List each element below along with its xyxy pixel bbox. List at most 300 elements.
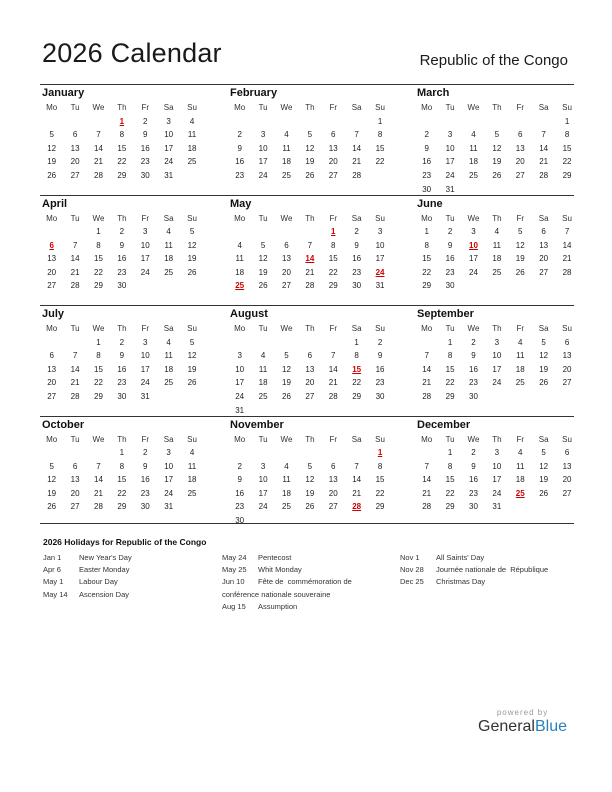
weekday-label: Su [375, 103, 385, 112]
day-cell: 22 [94, 378, 103, 388]
month-august [228, 306, 392, 417]
day-cell: 31 [164, 502, 174, 512]
day-cell: 26 [47, 170, 57, 180]
day-cell: 18 [235, 267, 245, 277]
day-cell: 13 [47, 364, 57, 374]
weekday-label: Fr [516, 434, 525, 444]
week-row [40, 500, 204, 514]
day-cell: 19 [492, 157, 502, 167]
day-cell: 13 [515, 143, 525, 153]
day-cell: 31 [375, 281, 385, 291]
day-cell: 19 [539, 475, 549, 485]
day-cell: 21 [94, 488, 103, 498]
day-cell: 27 [282, 281, 291, 291]
day-cell: 5 [49, 130, 54, 140]
day-cell: 7 [72, 351, 78, 361]
day-cell: 4 [284, 130, 289, 140]
day-cell: 25 [164, 378, 174, 388]
day-cell: 28 [562, 267, 572, 277]
day-cell: 12 [305, 475, 315, 485]
day-cell: 15 [445, 364, 455, 374]
empty-day-cell [40, 225, 63, 239]
day-cell: 6 [564, 337, 570, 347]
day-cell: 10 [375, 240, 385, 250]
weekday-label: Th [492, 324, 502, 333]
weekday-label: Sa [538, 103, 549, 112]
day-cell: 3 [494, 448, 500, 458]
weekday-label: Mo [46, 103, 58, 112]
day-cell: 5 [307, 461, 313, 471]
week-row [40, 225, 204, 239]
month-name: July [42, 308, 65, 320]
day-cell: 24 [140, 378, 150, 388]
weekday-header [228, 101, 392, 115]
day-cell: 25 [282, 170, 291, 180]
day-cell: 25 [164, 267, 174, 277]
weekday-label: Su [187, 213, 197, 223]
holiday-date: Jan 1 [43, 553, 62, 562]
weekday-label: Fr [141, 103, 150, 112]
holiday-name: New Year's Day [79, 553, 132, 562]
week-row [228, 336, 392, 350]
day-cell: 23 [117, 267, 127, 277]
day-cell: 20 [562, 475, 572, 485]
day-cell: 2 [354, 227, 359, 237]
day-cell: 27 [562, 488, 572, 498]
week-row [228, 225, 392, 239]
weekday-label: Mo [421, 213, 433, 223]
empty-day-cell [251, 336, 274, 350]
day-cell: 19 [47, 488, 57, 498]
empty-day-cell [462, 115, 485, 129]
weekday-label: Fr [141, 324, 150, 333]
holiday-date: Nov 28 [400, 565, 424, 575]
day-cell: 4 [189, 116, 195, 126]
day-cell: 15 [445, 475, 455, 485]
holiday-item [222, 552, 352, 564]
month-may [228, 196, 392, 294]
weekday-label: Th [492, 103, 502, 112]
day-cell: 19 [47, 157, 57, 167]
day-cell: 23 [235, 502, 245, 512]
day-cell: 9 [354, 240, 359, 250]
empty-day-cell [251, 115, 274, 129]
holiday-name: conférence nationale souveraine [222, 589, 331, 599]
day-cell: 12 [305, 143, 315, 153]
weekday-label: Su [375, 434, 385, 444]
week-row [40, 142, 204, 156]
weekday-label: Mo [421, 324, 433, 333]
empty-day-cell [228, 336, 251, 350]
empty-day-cell [63, 115, 86, 129]
month-name: April [42, 197, 68, 210]
day-cell: 13 [70, 475, 80, 485]
day-cell: 25 [187, 157, 197, 167]
day-cell: 28 [70, 281, 80, 291]
day-cell: 19 [515, 254, 525, 264]
day-cell: 24 [258, 502, 268, 512]
week-row [40, 446, 204, 460]
week-row [228, 155, 392, 169]
week-row [415, 279, 579, 293]
holiday-day: 1 [377, 448, 383, 458]
day-cell: 16 [117, 364, 127, 374]
weekday-label: Tu [258, 213, 268, 223]
week-row [228, 169, 392, 183]
day-cell: 3 [166, 448, 171, 458]
day-cell: 8 [424, 240, 429, 250]
day-cell: 23 [140, 488, 150, 498]
empty-day-cell [228, 225, 251, 239]
holiday-day: 25 [515, 488, 525, 498]
weekday-label: Th [305, 103, 315, 112]
empty-day-cell [345, 514, 368, 528]
weekday-label: Tu [70, 103, 80, 112]
holiday-item [400, 552, 548, 564]
day-cell: 1 [424, 227, 429, 237]
day-cell: 1 [96, 227, 101, 237]
month-october [40, 417, 204, 515]
day-cell: 10 [492, 351, 502, 361]
day-cell: 21 [305, 267, 315, 277]
weekday-label: Mo [46, 324, 58, 333]
day-cell: 29 [562, 170, 572, 180]
weekday-label: Su [562, 213, 572, 223]
day-cell: 19 [305, 157, 315, 167]
weekday-header [415, 433, 579, 447]
day-cell: 21 [562, 254, 572, 264]
day-cell: 14 [352, 143, 362, 153]
day-cell: 16 [140, 143, 150, 153]
week-row [415, 487, 579, 501]
day-cell: 23 [375, 378, 385, 388]
day-cell: 3 [377, 227, 383, 237]
empty-day-cell [415, 446, 438, 460]
day-cell: 20 [562, 364, 572, 374]
empty-day-cell [87, 446, 110, 460]
day-cell: 16 [117, 254, 127, 264]
month-november [228, 417, 392, 528]
country-name: Republic of the Congo [419, 52, 568, 69]
day-cell: 6 [49, 351, 54, 361]
day-cell: 12 [515, 240, 525, 250]
day-cell: 2 [119, 337, 125, 347]
week-row [415, 115, 579, 129]
week-row [40, 239, 204, 253]
day-cell: 3 [471, 227, 476, 237]
empty-day-cell [415, 336, 438, 350]
day-cell: 16 [375, 364, 385, 374]
day-cell: 17 [140, 254, 150, 264]
month-name: February [230, 87, 278, 99]
weekday-label: Tu [445, 324, 455, 333]
empty-day-cell [532, 500, 555, 514]
empty-day-cell [228, 446, 251, 460]
empty-day-cell [462, 279, 485, 293]
month-february [228, 85, 392, 183]
day-cell: 15 [562, 143, 572, 153]
day-cell: 20 [282, 267, 291, 277]
day-cell: 15 [94, 254, 103, 264]
day-cell: 23 [422, 170, 432, 180]
week-row [228, 239, 392, 253]
empty-day-cell [485, 390, 508, 404]
day-cell: 25 [469, 170, 478, 180]
day-cell: 11 [187, 130, 197, 140]
day-cell: 19 [258, 267, 268, 277]
weekday-label: Th [117, 103, 127, 112]
day-cell: 28 [422, 391, 432, 401]
empty-day-cell [63, 225, 86, 239]
day-cell: 11 [282, 143, 291, 153]
day-cell: 27 [47, 391, 57, 401]
day-cell: 17 [492, 475, 502, 485]
day-cell: 4 [237, 240, 242, 250]
empty-day-cell [134, 279, 157, 293]
empty-day-cell [485, 279, 508, 293]
week-row [40, 115, 204, 129]
day-cell: 14 [70, 364, 80, 374]
day-cell: 7 [72, 240, 78, 250]
day-cell: 9 [119, 351, 125, 361]
day-cell: 20 [539, 254, 549, 264]
day-cell: 23 [469, 378, 478, 388]
day-cell: 7 [354, 130, 359, 140]
day-cell: 2 [447, 227, 453, 237]
day-cell: 30 [140, 502, 150, 512]
weekday-label: Fr [516, 324, 525, 333]
day-cell: 5 [541, 448, 546, 458]
week-row [415, 473, 579, 487]
day-cell: 3 [143, 227, 148, 237]
empty-day-cell [180, 169, 203, 183]
day-cell: 1 [447, 448, 453, 458]
day-cell: 8 [447, 461, 453, 471]
day-cell: 21 [352, 488, 362, 498]
week-row [415, 169, 579, 183]
day-cell: 9 [447, 240, 453, 250]
weekday-label: Fr [516, 213, 525, 223]
week-row [40, 487, 204, 501]
day-cell: 15 [117, 143, 127, 153]
day-cell: 5 [541, 337, 546, 347]
weekday-label: We [92, 324, 105, 333]
calendar-row [40, 84, 574, 195]
empty-day-cell [275, 336, 298, 350]
day-cell: 4 [518, 337, 523, 347]
holiday-date: Nov 1 [400, 553, 420, 562]
empty-day-cell [275, 225, 298, 239]
week-row [228, 266, 392, 280]
day-cell: 10 [140, 240, 150, 250]
brand-name-blue: Blue [534, 718, 567, 735]
day-cell: 16 [422, 157, 432, 167]
month-september [415, 306, 579, 404]
day-cell: 12 [187, 351, 197, 361]
day-cell: 17 [469, 254, 478, 264]
week-row [40, 363, 204, 377]
week-row [40, 336, 204, 350]
weekday-label: Mo [234, 434, 246, 444]
day-cell: 12 [539, 351, 549, 361]
day-cell: 26 [305, 170, 315, 180]
empty-day-cell [322, 514, 345, 528]
day-cell: 28 [305, 281, 315, 291]
empty-day-cell [485, 115, 508, 129]
day-cell: 9 [237, 143, 242, 153]
month-name: November [230, 418, 284, 431]
day-cell: 10 [258, 143, 268, 153]
day-cell: 11 [187, 461, 197, 471]
week-row [40, 460, 204, 474]
day-cell: 22 [117, 157, 127, 167]
month-december [415, 417, 579, 515]
weekday-header [40, 212, 204, 226]
holiday-item [222, 564, 352, 576]
week-row [40, 349, 204, 363]
week-row [415, 500, 579, 514]
weekday-label: We [467, 213, 480, 223]
weekday-label: Tu [445, 103, 455, 112]
day-cell: 15 [94, 364, 103, 374]
day-cell: 24 [164, 488, 174, 498]
day-cell: 4 [260, 351, 266, 361]
day-cell: 5 [307, 130, 313, 140]
empty-day-cell [322, 446, 345, 460]
day-cell: 30 [445, 281, 455, 291]
weekday-label: Th [492, 213, 502, 223]
weekday-label: Fr [329, 213, 338, 223]
day-cell: 19 [282, 378, 291, 388]
day-cell: 12 [47, 475, 57, 485]
day-cell: 12 [539, 461, 549, 471]
day-cell: 3 [237, 351, 242, 361]
day-cell: 14 [539, 143, 549, 153]
empty-day-cell [275, 446, 298, 460]
month-july [40, 306, 204, 404]
day-cell: 12 [282, 364, 291, 374]
week-row [40, 473, 204, 487]
month-name: December [417, 418, 471, 431]
day-cell: 15 [328, 254, 338, 264]
weekday-label: Sa [163, 103, 174, 112]
weekday-label: Su [187, 103, 197, 112]
day-cell: 22 [117, 488, 127, 498]
day-cell: 4 [189, 448, 195, 458]
day-cell: 29 [445, 391, 455, 401]
weekday-label: Sa [538, 324, 549, 333]
day-cell: 29 [94, 391, 103, 401]
week-row [415, 252, 579, 266]
empty-day-cell [532, 115, 555, 129]
holiday-column [400, 552, 548, 589]
day-cell: 25 [187, 488, 197, 498]
weekday-label: Su [562, 324, 572, 333]
holiday-date: May 25 [222, 565, 247, 575]
empty-day-cell [251, 225, 274, 239]
week-row [415, 336, 579, 350]
day-cell: 10 [235, 364, 245, 374]
weekday-header [228, 322, 392, 336]
week-row [40, 155, 204, 169]
day-cell: 20 [47, 267, 57, 277]
day-cell: 9 [143, 461, 148, 471]
week-row [228, 128, 392, 142]
week-row [228, 363, 392, 377]
page-title: 2026 Calendar [42, 38, 222, 68]
day-cell: 22 [375, 157, 385, 167]
day-cell: 7 [354, 461, 359, 471]
week-row [40, 169, 204, 183]
week-row [415, 349, 579, 363]
weekday-header [415, 101, 579, 115]
day-cell: 20 [328, 488, 338, 498]
day-cell: 31 [235, 405, 245, 415]
divider [40, 523, 574, 524]
month-name: August [230, 308, 268, 320]
holiday-day: 1 [119, 116, 125, 126]
month-name: September [417, 308, 474, 320]
weekday-label: Sa [351, 213, 362, 223]
day-cell: 4 [518, 448, 523, 458]
day-cell: 21 [328, 378, 338, 388]
week-row [228, 514, 392, 528]
weekday-label: We [467, 434, 480, 444]
day-cell: 9 [237, 475, 242, 485]
week-row [228, 115, 392, 129]
month-january [40, 85, 204, 183]
day-cell: 3 [260, 130, 266, 140]
day-cell: 27 [305, 391, 315, 401]
day-cell: 2 [143, 116, 148, 126]
weekday-header [415, 212, 579, 226]
day-cell: 1 [447, 337, 453, 347]
empty-day-cell [275, 514, 298, 528]
day-cell: 7 [424, 351, 429, 361]
holiday-item [222, 601, 352, 613]
day-cell: 30 [117, 281, 127, 291]
day-cell: 27 [70, 502, 80, 512]
day-cell: 21 [422, 378, 432, 388]
day-cell: 14 [94, 475, 103, 485]
weekday-label: Sa [163, 434, 174, 444]
weekday-label: Fr [329, 434, 338, 444]
day-cell: 24 [235, 391, 245, 401]
day-cell: 16 [235, 488, 245, 498]
calendar-row [40, 305, 574, 416]
empty-day-cell [438, 115, 461, 129]
weekday-label: Th [117, 434, 127, 444]
brand-name-general: General [478, 718, 535, 735]
day-cell: 13 [47, 254, 57, 264]
day-cell: 10 [164, 461, 174, 471]
day-cell: 6 [72, 130, 78, 140]
day-cell: 6 [284, 240, 289, 250]
day-cell: 24 [140, 267, 150, 277]
week-row [40, 266, 204, 280]
day-cell: 5 [518, 227, 523, 237]
empty-day-cell [298, 115, 321, 129]
day-cell: 5 [189, 337, 195, 347]
weekday-label: Mo [46, 434, 58, 444]
day-cell: 13 [328, 143, 338, 153]
week-row [40, 390, 204, 404]
day-cell: 8 [96, 240, 101, 250]
day-cell: 15 [117, 475, 127, 485]
day-cell: 22 [94, 267, 103, 277]
holiday-item [222, 589, 352, 601]
day-cell: 4 [494, 227, 500, 237]
